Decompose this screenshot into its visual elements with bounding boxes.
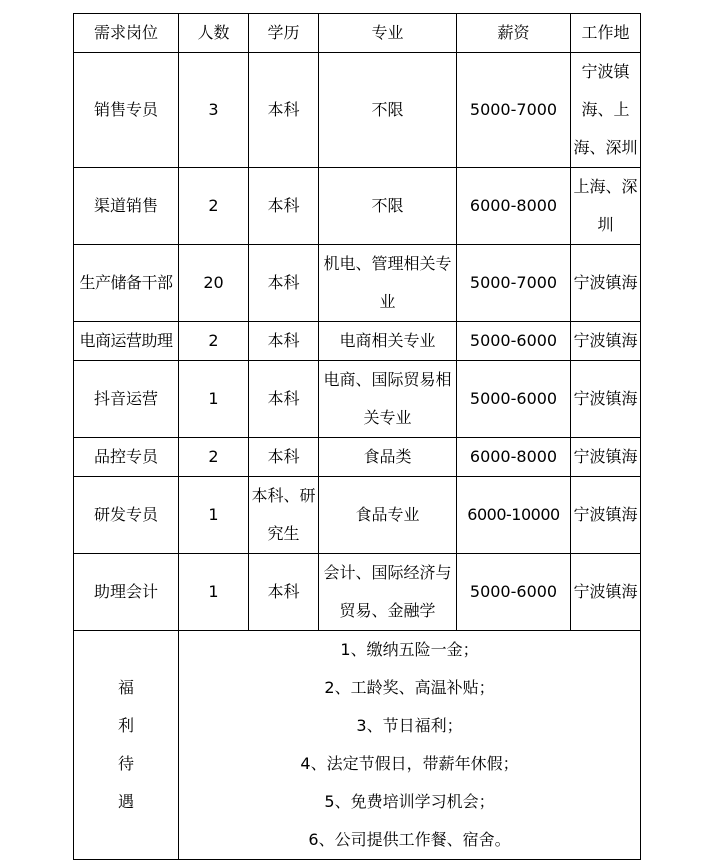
recruitment-table: [73, 13, 641, 860]
cell-count: 2: [179, 322, 249, 361]
cell-major: 机电、管理相关专业: [319, 245, 457, 322]
cell-location: 宁波镇海: [571, 477, 641, 554]
cell-location: 宁波镇海: [571, 438, 641, 477]
header-major: 专业: [319, 14, 457, 53]
benefits-list: [179, 631, 641, 860]
header-count: 人数: [179, 14, 249, 53]
benefit-item: 5、免费培训学习机会；: [324, 792, 495, 811]
cell-count: 20: [179, 245, 249, 322]
cell-major: 不限: [319, 53, 457, 168]
cell-position: 渠道销售: [74, 168, 179, 245]
cell-location: 宁波镇海: [571, 322, 641, 361]
benefits-label-char: 利: [117, 716, 134, 735]
header-position: 需求岗位: [74, 14, 179, 53]
cell-location: 宁波镇海: [571, 554, 641, 631]
cell-position: 电商运营助理: [74, 322, 179, 361]
cell-salary: 5000-7000: [457, 245, 571, 322]
cell-count: 1: [179, 477, 249, 554]
cell-position: 品控专员: [74, 438, 179, 477]
benefits-row: [74, 631, 641, 860]
cell-location: 宁波镇海、上海、深圳: [571, 53, 641, 168]
cell-salary: 5000-6000: [457, 361, 571, 438]
table-row: [74, 477, 641, 554]
cell-major: 食品专业: [319, 477, 457, 554]
cell-location: 上海、深圳: [571, 168, 641, 245]
cell-count: 1: [179, 554, 249, 631]
benefit-item: 1、缴纳五险一金；: [340, 640, 479, 659]
cell-position: 生产储备干部: [74, 245, 179, 322]
table-row: [74, 322, 641, 361]
table-row: [74, 53, 641, 168]
header-salary: 薪资: [457, 14, 571, 53]
cell-education: 本科: [249, 168, 319, 245]
cell-salary: 5000-6000: [457, 554, 571, 631]
header-education: 学历: [249, 14, 319, 53]
benefit-item: 2、工龄奖、高温补贴；: [324, 678, 495, 697]
cell-salary: 6000-8000: [457, 168, 571, 245]
cell-major: 电商、国际贸易相关专业: [319, 361, 457, 438]
cell-position: 销售专员: [74, 53, 179, 168]
benefit-item: 6、公司提供工作餐、宿舍。: [308, 830, 511, 849]
header-location: 工作地: [571, 14, 641, 53]
cell-count: 3: [179, 53, 249, 168]
cell-salary: 5000-7000: [457, 53, 571, 168]
table-header-row: [74, 14, 641, 53]
cell-position: 抖音运营: [74, 361, 179, 438]
benefit-item: 4、法定节假日，带薪年休假；: [300, 754, 519, 773]
cell-education: 本科: [249, 361, 319, 438]
cell-major: 会计、国际经济与贸易、金融学: [319, 554, 457, 631]
cell-education: 本科: [249, 554, 319, 631]
cell-count: 2: [179, 168, 249, 245]
cell-location: 宁波镇海: [571, 361, 641, 438]
cell-location: 宁波镇海: [571, 245, 641, 322]
cell-major: 不限: [319, 168, 457, 245]
cell-position: 研发专员: [74, 477, 179, 554]
cell-education: 本科: [249, 322, 319, 361]
benefits-label: [74, 631, 179, 860]
table-row: [74, 554, 641, 631]
cell-major: 电商相关专业: [319, 322, 457, 361]
benefits-label-char: 待: [117, 754, 134, 773]
table-row: [74, 245, 641, 322]
benefit-item: 3、节日福利；: [356, 716, 463, 735]
table-row: [74, 168, 641, 245]
cell-salary: 6000-10000: [457, 477, 571, 554]
cell-position: 助理会计: [74, 554, 179, 631]
cell-major: 食品类: [319, 438, 457, 477]
cell-education: 本科: [249, 438, 319, 477]
benefits-label-char: 福: [117, 678, 134, 697]
benefits-label-char: 遇: [117, 792, 134, 811]
cell-count: 2: [179, 438, 249, 477]
cell-salary: 5000-6000: [457, 322, 571, 361]
cell-education: 本科: [249, 245, 319, 322]
cell-education: 本科: [249, 53, 319, 168]
table-row: [74, 438, 641, 477]
cell-education: 本科、研究生: [249, 477, 319, 554]
table-row: [74, 361, 641, 438]
cell-count: 1: [179, 361, 249, 438]
cell-salary: 6000-8000: [457, 438, 571, 477]
